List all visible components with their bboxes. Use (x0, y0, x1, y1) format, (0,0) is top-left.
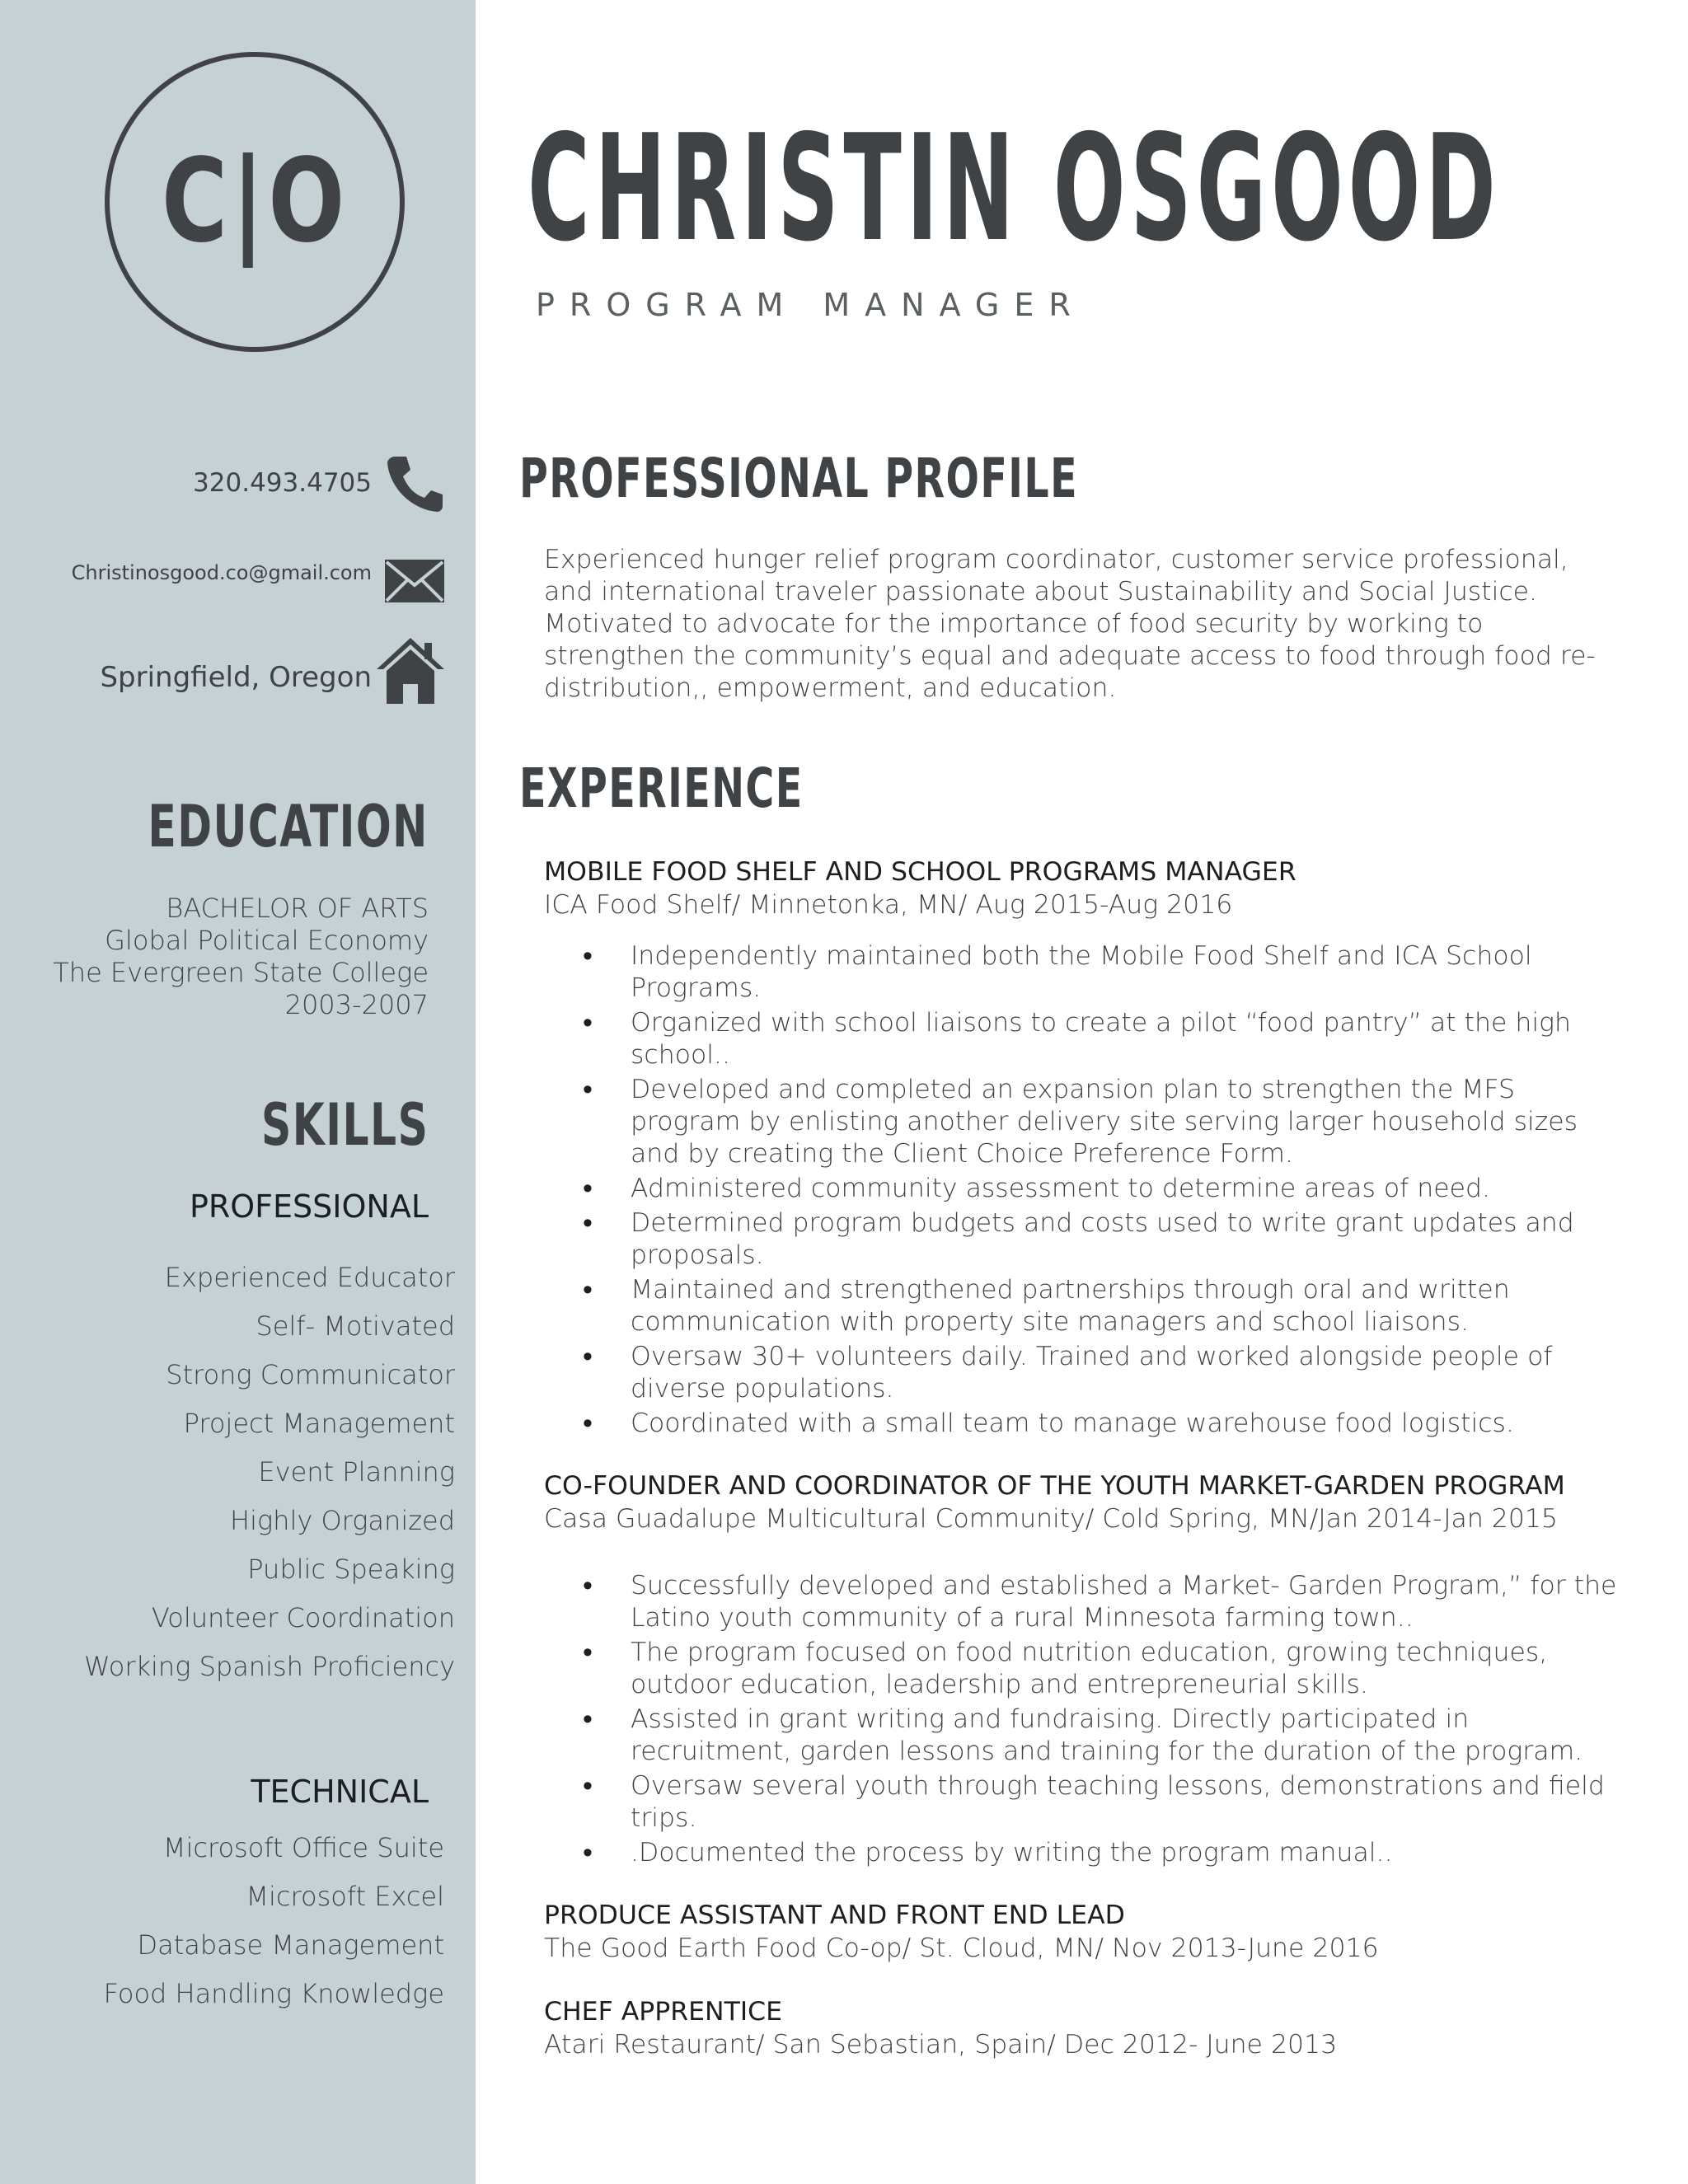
home-icon (375, 636, 446, 705)
skill-item: Highly Organized (230, 1505, 455, 1536)
technical-skills-heading: TECHNICAL (251, 1774, 429, 1810)
skill-item: Microsoft Office Suite (162, 1832, 444, 1863)
list-item: • Developed and completed an expansion plan to strengthen the MFS program by enlisting another delivery site serving larger household sizes and by creating the Client Choice Preference Form. (631, 1074, 1620, 1170)
skill-item: Microsoft Excel (246, 1881, 444, 1912)
job-bullet-list (631, 940, 1620, 1442)
education-heading: EDUCATION (148, 793, 429, 860)
monogram-text: C|O (161, 134, 349, 269)
skill-item: Strong Communicator (166, 1359, 455, 1390)
education-years: 2003-2007 (284, 989, 429, 1020)
skill-item: Self- Motivated (256, 1310, 455, 1342)
education-school: The Evergreen State College (53, 957, 429, 988)
list-item: • Organized with school liaisons to create a pilot “food pantry” at the high school.. (631, 1007, 1620, 1071)
list-item: • Assisted in grant writing and fundraising. Directly participated in recruitment, garden lessons and training for the duration of the program. (631, 1704, 1620, 1768)
skill-item: Volunteer Coordination (151, 1602, 455, 1633)
location-text: Springfield, Oregon (100, 661, 372, 694)
list-item: • Successfully developed and established a Market- Garden Program,” for the Latino youth community of a rural Minnesota farming town.. (631, 1570, 1620, 1634)
skill-item: Experienced Educator (164, 1262, 455, 1293)
skill-item: Food Handling Knowledge (103, 1978, 444, 2009)
list-item: • Administered community assessment to determine areas of need. (631, 1173, 1620, 1205)
phone-icon (383, 452, 446, 514)
skill-item: Project Management (183, 1408, 455, 1439)
envelope-icon (383, 558, 446, 604)
profile-heading: PROFESSIONAL PROFILE (519, 447, 1079, 510)
list-item: • Coordinated with a small team to manage warehouse food logistics. (631, 1408, 1620, 1440)
phone-text: 320.493.4705 (193, 468, 372, 498)
job-meta: ICA Food Shelf/ Minnetonka, MN/ Aug 2015-Aug 2016 (544, 890, 1233, 920)
skills-heading: SKILLS (260, 1091, 429, 1159)
list-item: • .Documented the process by writing the program manual.. (631, 1837, 1620, 1869)
job-title: CO-FOUNDER AND COORDINATOR OF THE YOUTH MARKET-GARDEN PROGRAM (544, 1471, 1565, 1501)
monogram-logo (105, 52, 405, 352)
experience-heading: EXPERIENCE (519, 757, 804, 820)
candidate-title: PROGRAM MANAGER (536, 287, 1085, 323)
professional-skills-heading: PROFESSIONAL (189, 1188, 429, 1225)
job-meta: Atari Restaurant/ San Sebastian, Spain/ Dec 2012- June 2013 (544, 2030, 1338, 2060)
list-item: • Maintained and strengthened partnerships through oral and written communication with property site managers and school liaisons. (631, 1274, 1620, 1338)
list-item: • Independently maintained both the Mobile Food Shelf and ICA School Programs. (631, 940, 1620, 1005)
job-bullet-list (631, 1570, 1620, 1872)
skill-item: Public Speaking (247, 1554, 455, 1585)
candidate-name: CHRISTIN OSGOOD (528, 103, 1501, 274)
job-title: CHEF APPRENTICE (544, 1997, 783, 2027)
skill-item: Working Spanish Proficiency (83, 1651, 455, 1682)
skill-item: Database Management (137, 1929, 444, 1961)
list-item: • Determined program budgets and costs used to write grant updates and proposals. (631, 1207, 1620, 1272)
education-major: Global Political Economy (105, 925, 429, 956)
list-item: • Oversaw several youth through teaching lessons, demonstrations and field trips. (631, 1770, 1620, 1835)
job-meta: The Good Earth Food Co-op/ St. Cloud, MN/ Nov 2013-June 2016 (544, 1933, 1379, 1963)
job-title: PRODUCE ASSISTANT AND FRONT END LEAD (544, 1900, 1125, 1930)
education-degree: BACHELOR OF ARTS (166, 893, 429, 924)
email-text: Christinosgood.co@gmail.com (71, 561, 372, 584)
skill-item: Event Planning (258, 1456, 455, 1488)
list-item: • Oversaw 30+ volunteers daily. Trained and worked alongside people of diverse populations. (631, 1341, 1620, 1405)
list-item: • The program focused on food nutrition education, growing techniques, outdoor education, leadership and entrepreneurial skills. (631, 1637, 1620, 1701)
profile-text: Experienced hunger relief program coordinator, customer service professional, and international traveler passionate about Sustainability and Social Justice. Motivated to advocate for the importance of food security by working to strengthen the community’s equal and adequate access to food through food re-distribution,, empowerment, and education. (544, 545, 1596, 703)
job-meta: Casa Guadalupe Multicultural Community/ Cold Spring, MN/Jan 2014-Jan 2015 (544, 1504, 1558, 1534)
job-title: MOBILE FOOD SHELF AND SCHOOL PROGRAMS MANAGER (544, 857, 1296, 887)
